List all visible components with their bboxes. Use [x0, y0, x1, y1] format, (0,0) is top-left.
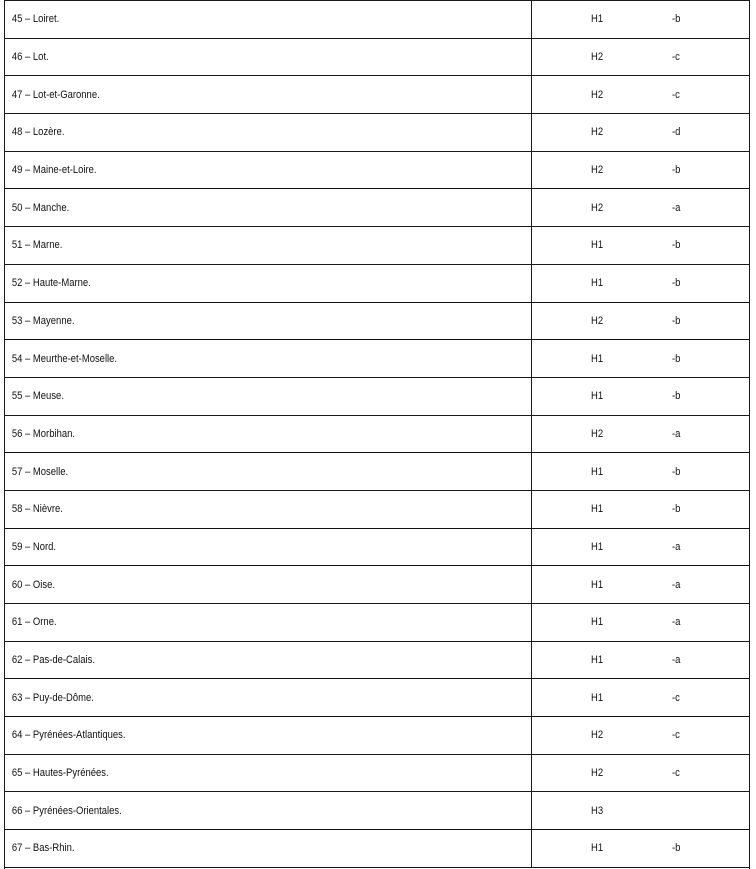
department-label: 53 – Mayenne. — [11, 314, 75, 327]
zone-value: H1 — [591, 540, 604, 553]
table-row — [5, 114, 749, 152]
table-row — [5, 1, 749, 39]
subzone-value: -a — [672, 427, 681, 440]
zone-value: H2 — [591, 729, 604, 742]
subzone-value: -b — [672, 13, 681, 26]
zone-value: H2 — [591, 126, 604, 139]
subzone-value: -a — [672, 654, 681, 667]
zone-value: H2 — [591, 427, 604, 440]
department-label: 46 – Lot. — [11, 51, 49, 64]
subzone-value: -a — [672, 578, 681, 591]
department-label: 59 – Nord. — [11, 540, 57, 553]
table-row — [5, 152, 749, 190]
table-row — [5, 453, 749, 491]
subzone-value: -b — [672, 277, 681, 290]
department-cell — [5, 39, 532, 76]
department-cell — [5, 604, 532, 641]
department-cell — [5, 340, 532, 377]
subzone-value: -b — [672, 390, 681, 403]
zone-value: H1 — [591, 239, 604, 252]
department-cell — [5, 755, 532, 792]
zone-value: H1 — [591, 277, 604, 290]
subzone-value: -b — [672, 465, 681, 478]
department-label: 49 – Maine-et-Loire. — [11, 164, 97, 177]
zone-value: H1 — [591, 390, 604, 403]
department-cell — [5, 566, 532, 603]
table-row — [5, 566, 749, 604]
department-label: 47 – Lot-et-Garonne. — [11, 88, 100, 101]
subzone-value: -c — [672, 729, 680, 742]
department-cell — [5, 830, 532, 867]
subzone-value: -b — [672, 314, 681, 327]
table-row — [5, 416, 749, 454]
department-cell — [5, 491, 532, 528]
zone-value: H1 — [591, 503, 604, 516]
department-cell — [5, 717, 532, 754]
table-row — [5, 604, 749, 642]
table-row — [5, 830, 749, 868]
subzone-value: -a — [672, 616, 681, 629]
table-row — [5, 189, 749, 227]
table-row — [5, 227, 749, 265]
department-cell — [5, 303, 532, 340]
table-row — [5, 642, 749, 680]
zone-value: H1 — [591, 691, 604, 704]
department-cell — [5, 453, 532, 490]
subzone-value: -a — [672, 201, 681, 214]
department-cell — [5, 265, 532, 302]
subzone-value: -c — [672, 767, 680, 780]
table-row — [5, 303, 749, 341]
department-label: 54 – Meurthe-et-Moselle. — [11, 352, 118, 365]
department-label: 51 – Marne. — [11, 239, 63, 252]
department-label: 57 – Moselle. — [11, 465, 69, 478]
zone-value: H1 — [591, 654, 604, 667]
subzone-value: -b — [672, 503, 681, 516]
department-label: 52 – Haute-Marne. — [11, 277, 91, 290]
department-label: 60 – Oise. — [11, 578, 56, 591]
zone-value: H2 — [591, 201, 604, 214]
zone-value: H2 — [591, 767, 604, 780]
department-label: 66 – Pyrénées-Orientales. — [11, 804, 122, 817]
zone-value: H1 — [591, 842, 604, 855]
department-label: 56 – Morbihan. — [11, 427, 75, 440]
zone-value: H2 — [591, 51, 604, 64]
department-label: 45 – Loiret. — [11, 13, 60, 26]
department-label: 58 – Nièvre. — [11, 503, 63, 516]
department-cell — [5, 1, 532, 38]
department-cell — [5, 416, 532, 453]
subzone-value: -b — [672, 164, 681, 177]
zone-value: H2 — [591, 88, 604, 101]
table-row — [5, 76, 749, 114]
department-cell — [5, 529, 532, 566]
department-label: 62 – Pas-de-Calais. — [11, 654, 95, 667]
subzone-value: -c — [672, 51, 680, 64]
table-row — [5, 491, 749, 529]
table-row — [5, 679, 749, 717]
department-cell — [5, 642, 532, 679]
zone-value: H1 — [591, 13, 604, 26]
department-label: 65 – Hautes-Pyrénées. — [11, 767, 109, 780]
table-row — [5, 265, 749, 303]
department-label: 50 – Manche. — [11, 201, 70, 214]
subzone-value: -b — [672, 352, 681, 365]
table-row — [5, 755, 749, 793]
department-cell — [5, 189, 532, 226]
table-row — [5, 529, 749, 567]
table-row — [5, 792, 749, 830]
department-cell — [5, 792, 532, 829]
zone-value: H1 — [591, 352, 604, 365]
subzone-value: -d — [672, 126, 681, 139]
department-label: 55 – Meuse. — [11, 390, 64, 403]
table-row — [5, 39, 749, 77]
department-cell — [5, 76, 532, 113]
subzone-value: -b — [672, 842, 681, 855]
table-row — [5, 340, 749, 378]
department-label: 63 – Puy-de-Dôme. — [11, 691, 94, 704]
department-label: 67 – Bas-Rhin. — [11, 842, 75, 855]
department-cell — [5, 152, 532, 189]
climate-zone-table — [4, 0, 750, 869]
department-cell — [5, 378, 532, 415]
zone-value: H1 — [591, 616, 604, 629]
table-row — [5, 717, 749, 755]
subzone-value: -c — [672, 88, 680, 101]
zone-value: H1 — [591, 578, 604, 591]
subzone-value: -c — [672, 691, 680, 704]
table-row — [5, 378, 749, 416]
department-label: 48 – Lozère. — [11, 126, 65, 139]
department-label: 64 – Pyrénées-Atlantiques. — [11, 729, 126, 742]
department-cell — [5, 114, 532, 151]
department-label: 61 – Orne. — [11, 616, 57, 629]
department-cell — [5, 679, 532, 716]
zone-value: H2 — [591, 314, 604, 327]
zone-value: H1 — [591, 465, 604, 478]
subzone-value: -b — [672, 239, 681, 252]
zone-value: H3 — [591, 804, 604, 817]
zone-value: H2 — [591, 164, 604, 177]
department-cell — [5, 227, 532, 264]
subzone-value: -a — [672, 540, 681, 553]
